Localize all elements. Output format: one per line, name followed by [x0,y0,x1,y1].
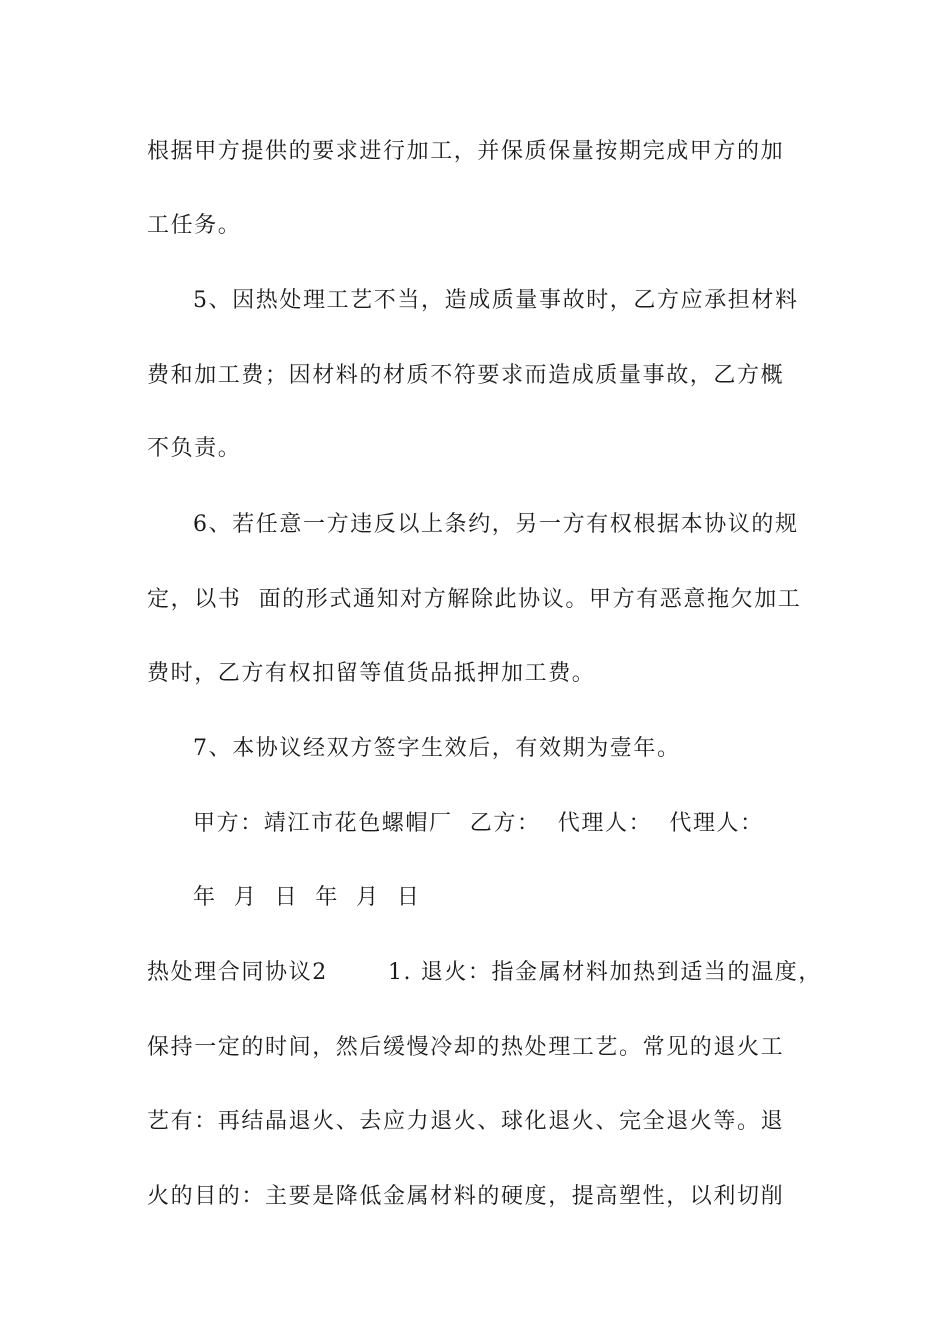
text-line: 根据甲方提供的要求进行加工，并保质保量按期完成甲方的加 [147,139,785,164]
text-line: 保持一定的时间，然后缓慢冷却的热处理工艺。常见的退火工 [147,1035,785,1060]
text-line: 火的目的：主要是降低金属材料的硬度，提高塑性，以利切削 [147,1184,785,1209]
text-line: 费时，乙方有权扣留等值货品抵押加工费。 [147,661,596,686]
text-line: 艺有：再结晶退火、去应力退火、球化退火、完全退火等。退 [147,1109,785,1134]
section-heading-line: 热处理合同协议2 1. 退火：指金属材料加热到适当的温度， [147,960,822,985]
text-line: 费和加工费；因材料的材质不符要求而造成质量事故，乙方概 [147,363,785,388]
signature-date-line: 年 月 日 年 月 日 [193,885,421,910]
clause-7-line: 7、本协议经双方签字生效后，有效期为壹年。 [193,736,681,761]
clause-6-line: 6、若任意一方违反以上条约，另一方有权根据本协议的规 [193,512,799,537]
signature-parties-line: 甲方：靖江市花色螺帽厂 乙方： 代理人： 代理人： [193,811,764,836]
text-line: 不负责。 [147,436,242,461]
text-line: 工任务。 [147,213,242,238]
clause-5-line: 5、因热处理工艺不当，造成质量事故时，乙方应承担材料 [193,288,799,313]
text-line: 定，以书 面的形式通知对方解除此协议。甲方有恶意拖欠加工 [147,587,802,612]
